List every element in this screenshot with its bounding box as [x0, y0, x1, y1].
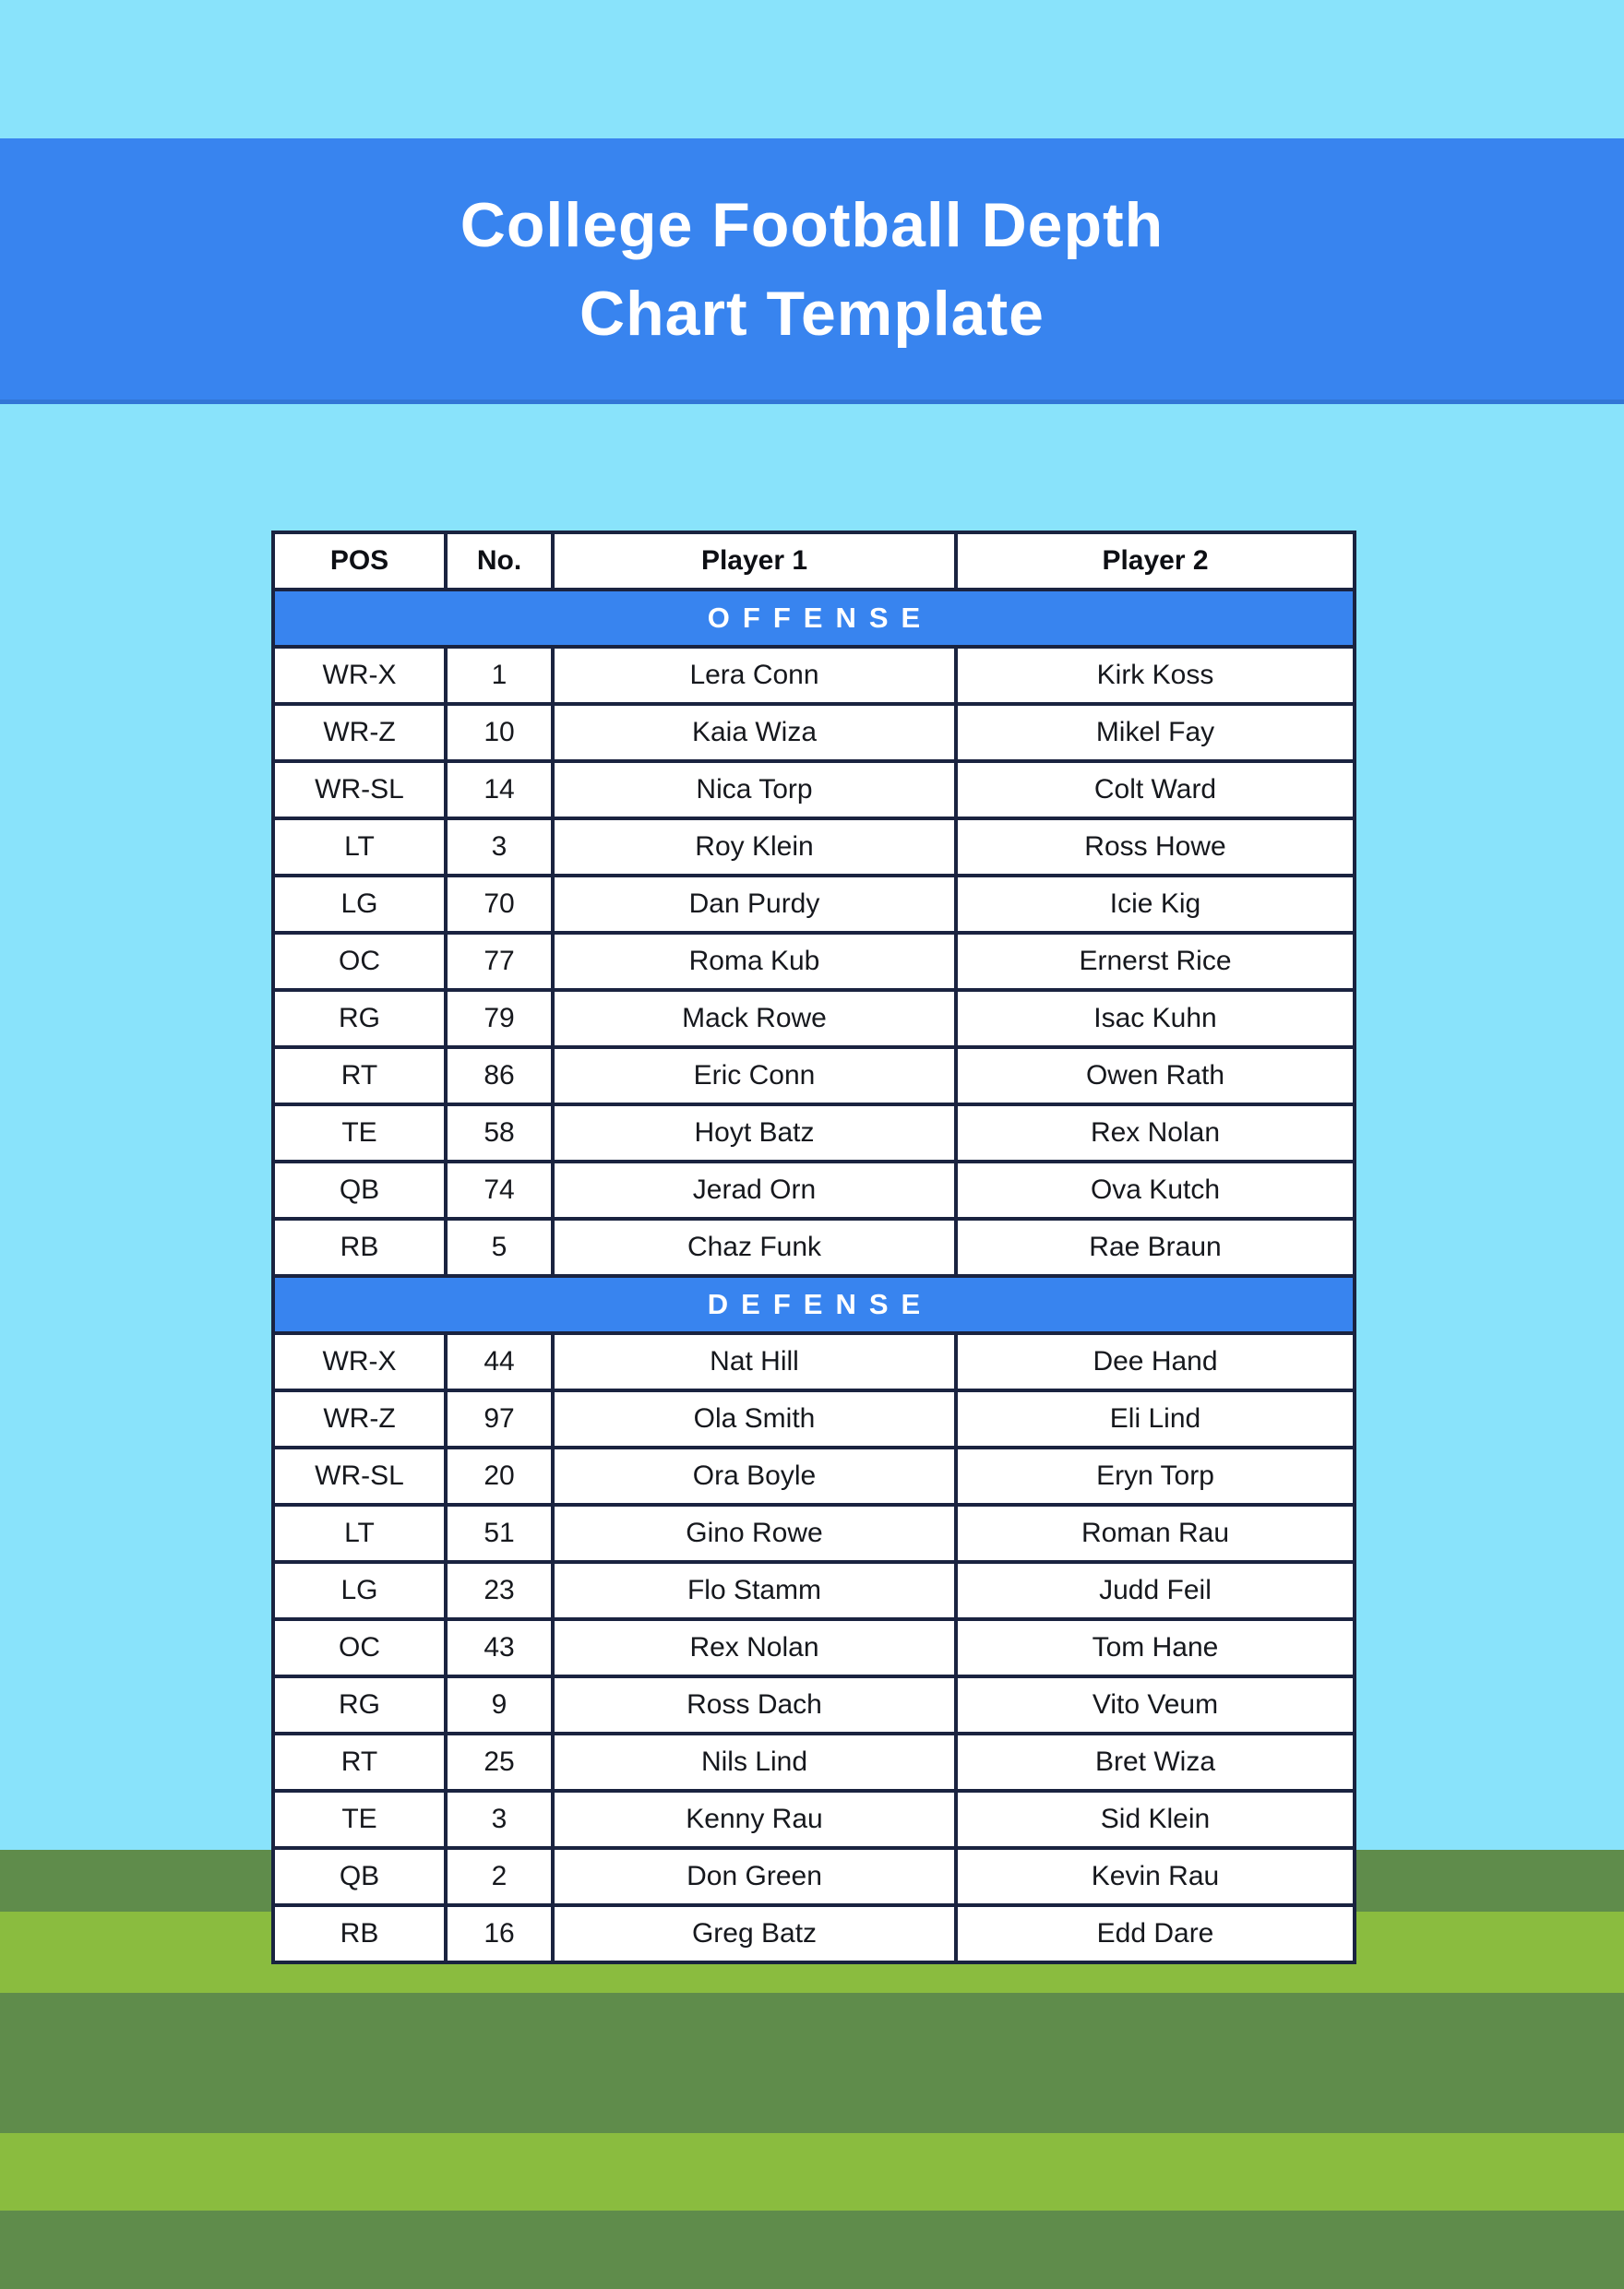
cell-player1: Kenny Rau: [553, 1791, 956, 1848]
cell-pos: LG: [273, 876, 446, 933]
player-row: [273, 1848, 1355, 1905]
depth-chart-table: [271, 531, 1356, 1964]
cell-pos: WR-X: [273, 1333, 446, 1390]
cell-player2: Vito Veum: [956, 1676, 1355, 1734]
cell-no: 79: [446, 990, 553, 1047]
player-row: [273, 818, 1355, 876]
cell-player1: Hoyt Batz: [553, 1104, 956, 1162]
cell-no: 9: [446, 1676, 553, 1734]
cell-player1: Roma Kub: [553, 933, 956, 990]
cell-player1: Don Green: [553, 1848, 956, 1905]
cell-player2: Eli Lind: [956, 1390, 1355, 1448]
cell-no: 1: [446, 647, 553, 704]
cell-no: 43: [446, 1619, 553, 1676]
player-row: [273, 1905, 1355, 1962]
cell-pos: RB: [273, 1905, 446, 1962]
cell-player1: Dan Purdy: [553, 876, 956, 933]
player-row: [273, 990, 1355, 1047]
cell-player1: Ola Smith: [553, 1390, 956, 1448]
cell-no: 16: [446, 1905, 553, 1962]
field-stripe-light: [0, 2133, 1624, 2211]
cell-no: 2: [446, 1848, 553, 1905]
cell-player1: Eric Conn: [553, 1047, 956, 1104]
cell-pos: TE: [273, 1104, 446, 1162]
col-header-pos: POS: [273, 532, 446, 590]
cell-player1: Rex Nolan: [553, 1619, 956, 1676]
player-row: [273, 1676, 1355, 1734]
player-row: [273, 1047, 1355, 1104]
cell-no: 14: [446, 761, 553, 818]
player-row: [273, 761, 1355, 818]
cell-player2: Ova Kutch: [956, 1162, 1355, 1219]
player-row: [273, 1505, 1355, 1562]
cell-no: 77: [446, 933, 553, 990]
cell-player2: Icie Kig: [956, 876, 1355, 933]
cell-player1: Jerad Orn: [553, 1162, 956, 1219]
page-title-line1: College Football Depth: [460, 189, 1164, 260]
cell-pos: WR-SL: [273, 1448, 446, 1505]
col-header-player2: Player 2: [956, 532, 1355, 590]
section-header-defense: [273, 1276, 1355, 1333]
cell-pos: LT: [273, 818, 446, 876]
cell-player1: Mack Rowe: [553, 990, 956, 1047]
cell-player2: Kirk Koss: [956, 647, 1355, 704]
player-row: [273, 1562, 1355, 1619]
cell-pos: RT: [273, 1734, 446, 1791]
cell-pos: LG: [273, 1562, 446, 1619]
cell-pos: WR-Z: [273, 704, 446, 761]
section-header-offense: [273, 590, 1355, 647]
cell-pos: RG: [273, 990, 446, 1047]
cell-player2: Mikel Fay: [956, 704, 1355, 761]
cell-player2: Bret Wiza: [956, 1734, 1355, 1791]
title-banner: [0, 138, 1624, 404]
cell-player2: Kevin Rau: [956, 1848, 1355, 1905]
cell-no: 10: [446, 704, 553, 761]
cell-no: 23: [446, 1562, 553, 1619]
cell-pos: RT: [273, 1047, 446, 1104]
player-row: [273, 647, 1355, 704]
cell-player1: Flo Stamm: [553, 1562, 956, 1619]
section-label: DEFENSE: [273, 1276, 1355, 1333]
col-header-player1: Player 1: [553, 532, 956, 590]
cell-player1: Ross Dach: [553, 1676, 956, 1734]
player-row: [273, 1734, 1355, 1791]
cell-player2: Eryn Torp: [956, 1448, 1355, 1505]
cell-player1: Kaia Wiza: [553, 704, 956, 761]
cell-player2: Sid Klein: [956, 1791, 1355, 1848]
player-row: [273, 1162, 1355, 1219]
player-row: [273, 1390, 1355, 1448]
cell-player2: Colt Ward: [956, 761, 1355, 818]
cell-pos: QB: [273, 1848, 446, 1905]
player-row: [273, 704, 1355, 761]
player-row: [273, 1104, 1355, 1162]
cell-pos: OC: [273, 1619, 446, 1676]
field-stripe-dark: [0, 1993, 1624, 2133]
player-row: [273, 1448, 1355, 1505]
cell-player2: Rex Nolan: [956, 1104, 1355, 1162]
cell-player2: Dee Hand: [956, 1333, 1355, 1390]
cell-player1: Nat Hill: [553, 1333, 956, 1390]
cell-player2: Judd Feil: [956, 1562, 1355, 1619]
cell-pos: QB: [273, 1162, 446, 1219]
cell-no: 70: [446, 876, 553, 933]
cell-pos: OC: [273, 933, 446, 990]
cell-pos: LT: [273, 1505, 446, 1562]
cell-no: 97: [446, 1390, 553, 1448]
cell-player2: Ross Howe: [956, 818, 1355, 876]
cell-player1: Ora Boyle: [553, 1448, 956, 1505]
cell-player1: Chaz Funk: [553, 1219, 956, 1276]
cell-pos: WR-SL: [273, 761, 446, 818]
player-row: [273, 1619, 1355, 1676]
player-row: [273, 1219, 1355, 1276]
cell-pos: TE: [273, 1791, 446, 1848]
cell-pos: RG: [273, 1676, 446, 1734]
cell-player2: Tom Hane: [956, 1619, 1355, 1676]
cell-player2: Roman Rau: [956, 1505, 1355, 1562]
cell-no: 58: [446, 1104, 553, 1162]
page-title-line2: Chart Template: [579, 278, 1045, 349]
cell-no: 20: [446, 1448, 553, 1505]
player-row: [273, 933, 1355, 990]
cell-player2: Isac Kuhn: [956, 990, 1355, 1047]
section-label: OFFENSE: [273, 590, 1355, 647]
cell-no: 86: [446, 1047, 553, 1104]
cell-player2: Rae Braun: [956, 1219, 1355, 1276]
cell-no: 74: [446, 1162, 553, 1219]
cell-pos: RB: [273, 1219, 446, 1276]
cell-no: 3: [446, 818, 553, 876]
cell-player1: Lera Conn: [553, 647, 956, 704]
cell-player1: Gino Rowe: [553, 1505, 956, 1562]
cell-player2: Ernerst Rice: [956, 933, 1355, 990]
cell-no: 3: [446, 1791, 553, 1848]
cell-no: 44: [446, 1333, 553, 1390]
cell-no: 51: [446, 1505, 553, 1562]
cell-player1: Roy Klein: [553, 818, 956, 876]
col-header-no: No.: [446, 532, 553, 590]
table-header-row: [273, 532, 1355, 590]
cell-no: 5: [446, 1219, 553, 1276]
field-stripe-dark: [0, 2211, 1624, 2289]
player-row: [273, 1791, 1355, 1848]
cell-player1: Nica Torp: [553, 761, 956, 818]
cell-no: 25: [446, 1734, 553, 1791]
cell-pos: WR-Z: [273, 1390, 446, 1448]
cell-player1: Nils Lind: [553, 1734, 956, 1791]
cell-pos: WR-X: [273, 647, 446, 704]
cell-player2: Owen Rath: [956, 1047, 1355, 1104]
cell-player2: Edd Dare: [956, 1905, 1355, 1962]
cell-player1: Greg Batz: [553, 1905, 956, 1962]
player-row: [273, 876, 1355, 933]
player-row: [273, 1333, 1355, 1390]
